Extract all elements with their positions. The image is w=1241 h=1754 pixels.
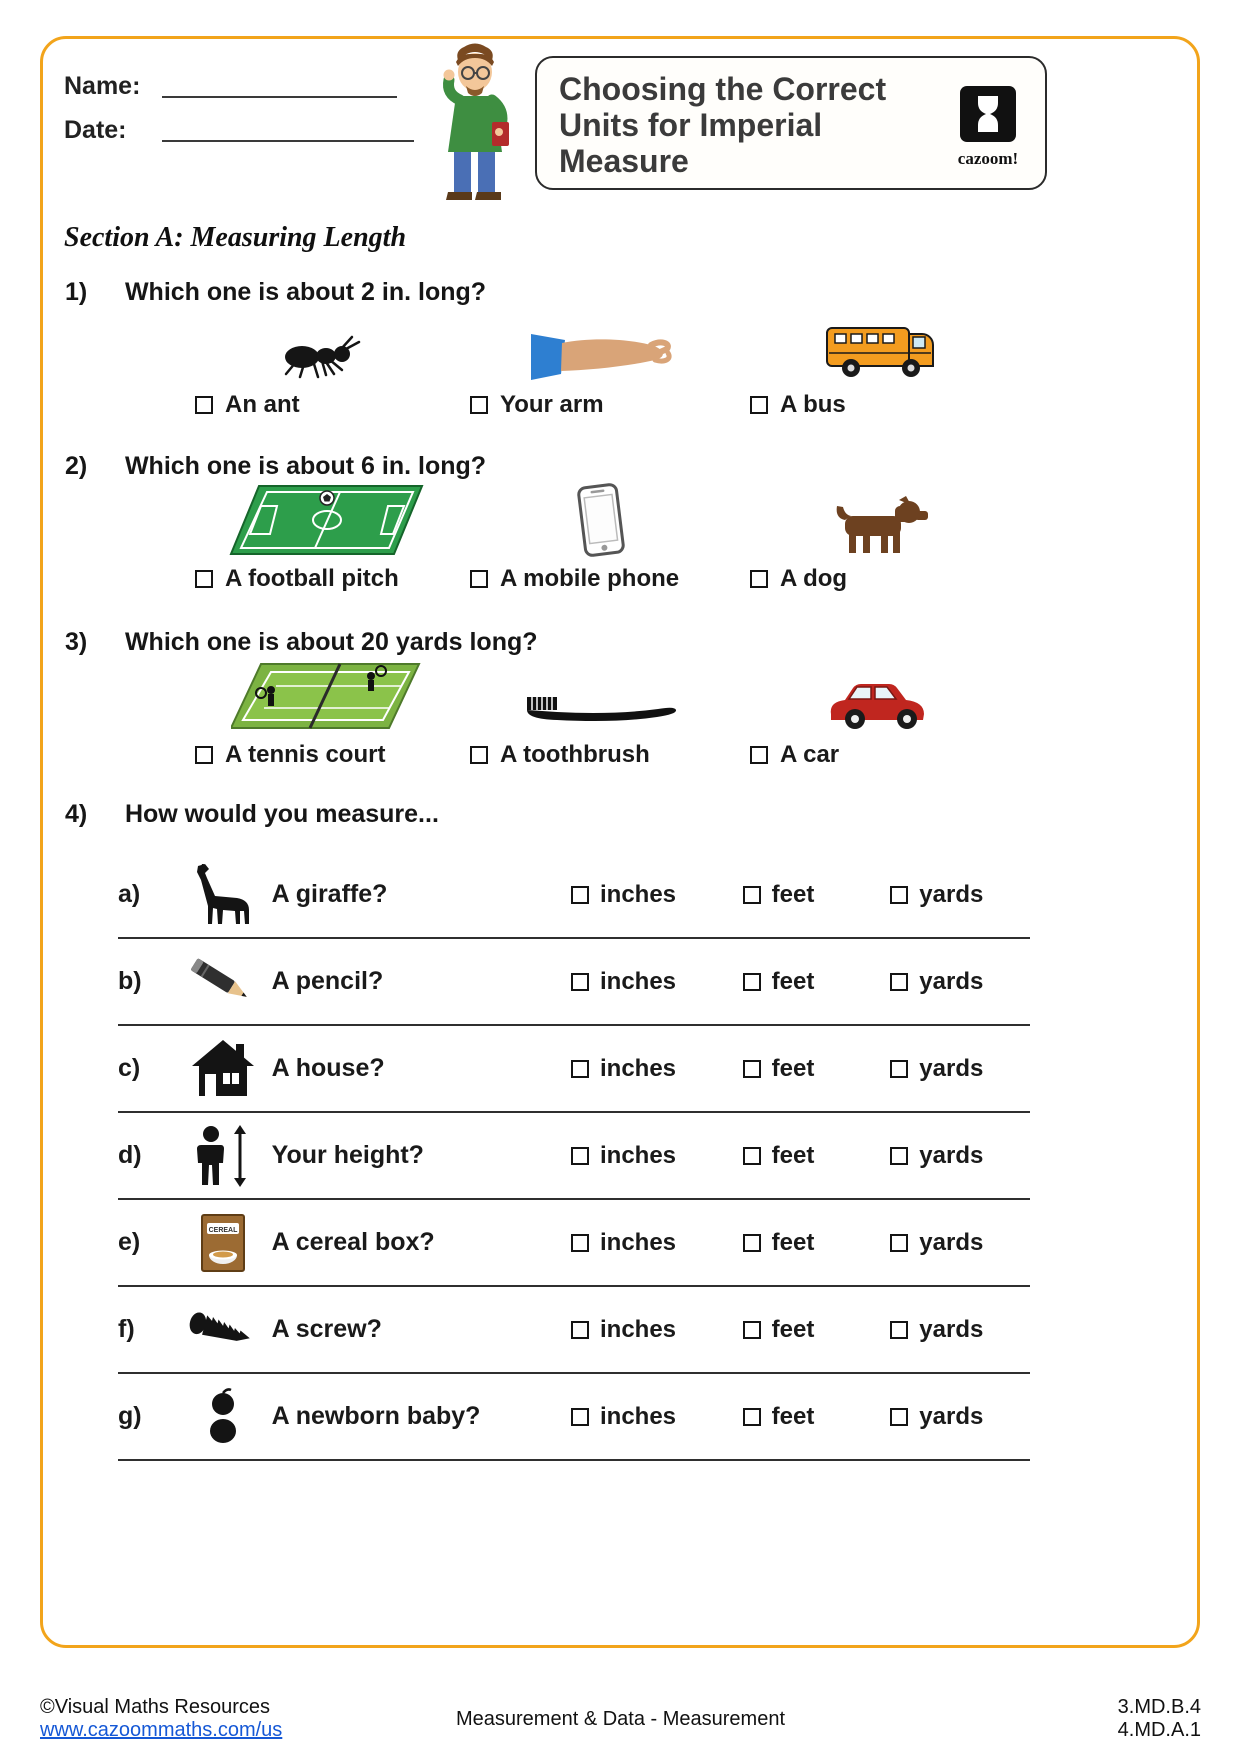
unit-label: yards [919,1141,984,1169]
svg-text:CEREAL: CEREAL [208,1226,238,1234]
unit-label: feet [771,1054,815,1082]
unit-option-inches[interactable] [571,881,743,909]
football-pitch-icon [195,482,457,556]
table-row-screw [118,1287,1030,1374]
unit-label: inches [600,880,677,908]
option-an-ant [195,308,457,419]
name-label: Name: [64,72,141,100]
option-tennis-court [195,658,457,769]
section-a-heading: Section A: Measuring Length [64,222,407,253]
unit-option-feet[interactable] [743,1055,891,1083]
unit-option-inches[interactable] [571,1403,743,1431]
option-a-dog [750,482,1012,593]
option-label: A bus [780,391,846,418]
option-your-arm [470,308,732,419]
unit-checkbox[interactable] [743,1147,761,1165]
answer-option-row[interactable] [750,565,1012,593]
cazoom-logo-icon [960,86,1016,142]
unit-label: yards [919,967,984,995]
option-checkbox[interactable] [195,396,213,414]
standard-code-2: 4.MD.A.1 [1117,1719,1201,1741]
unit-checkbox[interactable] [571,1060,589,1078]
row-item-label: A pencil? [271,967,384,995]
giraffe-icon [174,864,272,926]
baby-icon [174,1388,272,1446]
unit-option-feet[interactable] [743,968,891,996]
table-row-cereal-box [118,1200,1030,1287]
unit-checkbox[interactable] [890,1321,908,1339]
unit-checkbox[interactable] [571,1321,589,1339]
answer-option-row[interactable] [750,741,1012,769]
row-letter: e) [118,1228,141,1256]
option-label: A car [780,741,840,768]
table-row-height [118,1113,1030,1200]
row-letter: f) [118,1315,135,1343]
answer-option-row[interactable] [195,565,457,593]
question-4-number: 4) [65,800,88,828]
option-checkbox[interactable] [750,570,768,588]
unit-label: feet [771,1402,815,1430]
arm-icon [470,308,732,382]
height-icon [174,1125,272,1187]
unit-checkbox[interactable] [743,886,761,904]
unit-option-inches[interactable] [571,1316,743,1344]
unit-label: yards [919,1402,984,1430]
house-icon [174,1040,272,1098]
option-toothbrush [470,658,732,769]
name-input-line[interactable] [162,96,397,98]
row-letter: g) [118,1402,142,1430]
worksheet-title-box [535,56,1047,190]
question-2-prompt: Which one is about 6 in. long? [124,452,487,480]
question-3-prompt: Which one is about 20 yards long? [124,628,538,656]
table-row-pencil [118,939,1030,1026]
unit-checkbox[interactable] [890,1234,908,1252]
unit-label: feet [771,880,815,908]
option-football-pitch [195,482,457,593]
unit-label: yards [919,1315,984,1343]
mobile-phone-icon [470,482,732,556]
unit-checkbox[interactable] [890,1408,908,1426]
worksheet-title: Choosing the Correct Units for Imperial Measure [559,71,887,179]
unit-option-inches[interactable] [571,1055,743,1083]
table-row-giraffe [118,852,1030,939]
option-checkbox[interactable] [750,396,768,414]
date-input-line[interactable] [162,140,414,142]
unit-label: inches [600,1228,677,1256]
unit-option-feet[interactable] [743,1403,891,1431]
unit-option-yards[interactable] [890,1055,1030,1083]
option-checkbox[interactable] [195,746,213,764]
unit-label: inches [600,967,677,995]
name-field [64,72,397,101]
unit-label: inches [600,1315,677,1343]
unit-checkbox[interactable] [890,973,908,991]
answer-option-row[interactable] [750,391,1012,419]
unit-checkbox[interactable] [743,1321,761,1339]
unit-label: feet [771,1228,815,1256]
unit-option-feet[interactable] [743,1229,891,1257]
unit-checkbox[interactable] [571,1147,589,1165]
unit-label: feet [771,967,815,995]
unit-option-feet[interactable] [743,1316,891,1344]
option-label: A football pitch [225,565,399,592]
row-item-label: A house? [271,1054,385,1082]
unit-label: yards [919,1054,984,1082]
table-row-newborn-baby [118,1374,1030,1461]
option-mobile-phone [470,482,732,593]
toothbrush-icon [470,658,732,732]
unit-checkbox[interactable] [743,1060,761,1078]
unit-checkbox[interactable] [743,1408,761,1426]
option-label: A tennis court [225,741,386,768]
subject-strand-label: Measurement & Data - Measurement [455,1707,786,1730]
option-label: Your arm [500,391,604,418]
car-icon [750,658,1012,732]
unit-option-yards[interactable] [890,1403,1030,1431]
unit-checkbox[interactable] [743,973,761,991]
unit-option-yards[interactable] [890,1229,1030,1257]
unit-option-feet[interactable] [743,1142,891,1170]
unit-option-feet[interactable] [743,881,891,909]
cazoom-website-link[interactable]: www.cazoommaths.com/us [40,1719,283,1741]
unit-label: feet [771,1141,815,1169]
unit-option-inches[interactable] [571,1229,743,1257]
screw-icon [174,1308,272,1352]
date-field [64,116,414,145]
option-checkbox[interactable] [470,396,488,414]
row-item-label: A screw? [271,1315,382,1343]
unit-option-yards[interactable] [890,1142,1030,1170]
row-item-label: A giraffe? [271,880,388,908]
row-letter: b) [118,967,142,995]
standard-code-1: 3.MD.B.4 [1117,1696,1201,1718]
unit-label: yards [919,880,984,908]
unit-option-yards[interactable] [890,968,1030,996]
unit-checkbox[interactable] [890,1060,908,1078]
ant-icon [195,308,457,382]
unit-checkbox[interactable] [571,973,589,991]
unit-checkbox[interactable] [571,1234,589,1252]
cereal-box-icon [174,1213,272,1273]
unit-label: inches [600,1054,677,1082]
question-1-number: 1) [65,278,88,306]
answer-option-row[interactable] [470,391,732,419]
tennis-court-icon [195,658,457,732]
option-label: An ant [225,391,300,418]
bus-icon [750,308,1012,382]
question-3 [65,628,538,657]
pencil-icon [174,954,272,1010]
question-1-prompt: Which one is about 2 in. long? [124,278,487,306]
cazoom-logo-text: cazoom! [957,149,1019,168]
answer-option-row[interactable] [470,741,732,769]
row-letter: a) [118,880,141,908]
unit-checkbox[interactable] [571,1408,589,1426]
option-checkbox[interactable] [195,570,213,588]
question-4 [65,800,439,829]
question-2 [65,452,486,481]
option-a-car [750,658,1012,769]
measure-table [118,852,1030,1461]
unit-label: inches [600,1402,677,1430]
option-checkbox[interactable] [470,746,488,764]
unit-label: inches [600,1141,677,1169]
unit-checkbox[interactable] [571,886,589,904]
date-label: Date: [64,116,127,144]
answer-option-row[interactable] [195,741,457,769]
question-2-number: 2) [65,452,88,480]
option-checkbox[interactable] [470,570,488,588]
row-item-label: Your height? [271,1141,424,1169]
question-3-number: 3) [65,628,88,656]
option-label: A mobile phone [500,565,680,592]
option-checkbox[interactable] [750,746,768,764]
unit-checkbox[interactable] [890,886,908,904]
unit-label: feet [771,1315,815,1343]
question-4-prompt: How would you measure... [124,800,439,828]
row-letter: d) [118,1141,142,1169]
table-row-house [118,1026,1030,1113]
page-footer [40,1696,1201,1742]
unit-option-inches[interactable] [571,968,743,996]
row-item-label: A cereal box? [271,1228,435,1256]
option-a-bus [750,308,1012,419]
answer-option-row[interactable] [470,565,732,593]
cazoom-logo [945,86,1031,169]
unit-option-inches[interactable] [571,1142,743,1170]
teacher-illustration [420,42,530,204]
unit-checkbox[interactable] [743,1234,761,1252]
option-label: A toothbrush [500,741,650,768]
copyright-text: ©Visual Maths Resources [40,1696,271,1718]
row-letter: c) [118,1054,141,1082]
unit-option-yards[interactable] [890,881,1030,909]
row-item-label: A newborn baby? [271,1402,481,1430]
answer-option-row[interactable] [195,391,457,419]
unit-option-yards[interactable] [890,1316,1030,1344]
question-1 [65,278,486,307]
unit-checkbox[interactable] [890,1147,908,1165]
unit-label: yards [919,1228,984,1256]
dog-icon [750,482,1012,556]
option-label: A dog [780,565,848,592]
